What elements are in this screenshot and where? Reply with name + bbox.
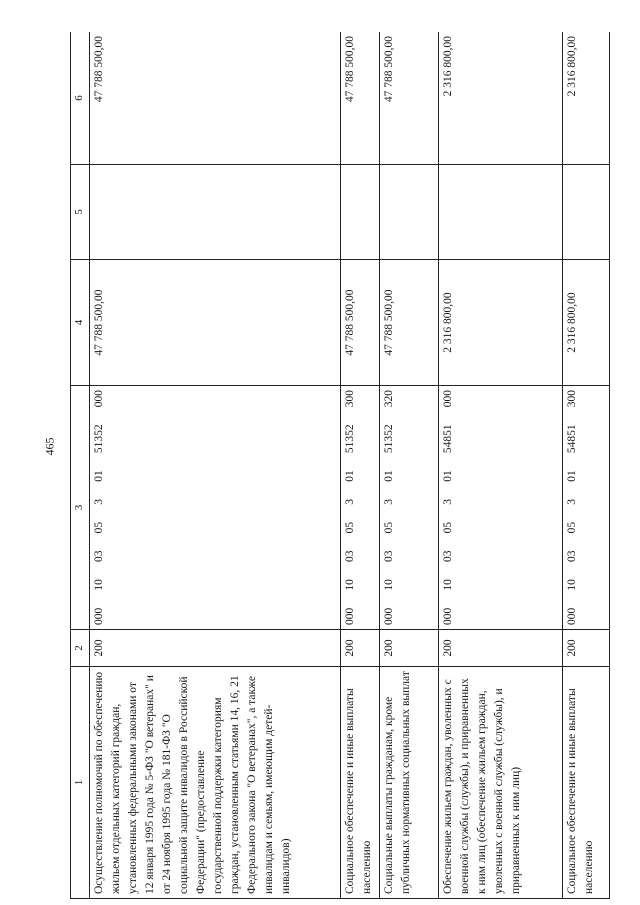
code-part: 03 xyxy=(343,550,356,562)
table-row xyxy=(438,32,562,899)
code-part: 03 xyxy=(441,550,454,562)
code-part: 3 xyxy=(565,498,578,505)
row-amount-col5 xyxy=(340,165,380,260)
table-header-row xyxy=(71,32,90,899)
header-col-6: 6 xyxy=(71,32,90,165)
row-name: Осуществление полномочий по обеспечению жильем отдельных категорий граждан, установленных федеральными законами от 12 января 1995 года № 5-ФЗ "О ветеранах" и от 24 ноября 1995 года № 181-ФЗ "О социальной защите инвалидов в Российской Федерации" (предоставление государственной поддержки категориям граждан, установленным статьями 14, 16, 21 Федерального закона "О ветеранах", а также инвалидам и семьям, имеющим детей-инвалидов) xyxy=(90,667,340,899)
row-amount-col6: 47 788 500,00 xyxy=(380,32,439,165)
code-part: 54851 xyxy=(565,424,578,454)
code-part: 01 xyxy=(441,470,454,482)
row-amount-col4: 47 788 500,00 xyxy=(90,260,340,386)
rotated-table-frame xyxy=(70,32,610,899)
code-part: 51352 xyxy=(343,424,356,454)
code-part: 10 xyxy=(343,579,356,591)
code-part: 3 xyxy=(383,498,396,505)
code-part: 000 xyxy=(383,607,396,625)
header-col-1: 1 xyxy=(71,667,90,899)
code-part: 000 xyxy=(441,390,454,408)
budget-table xyxy=(70,32,610,899)
row-amount-col6: 47 788 500,00 xyxy=(90,32,340,165)
code-part: 05 xyxy=(383,521,396,534)
row-amount-col6: 2 316 800,00 xyxy=(438,32,562,165)
row-amount-col6: 2 316 800,00 xyxy=(562,32,609,165)
row-amount-col5 xyxy=(90,165,340,260)
code-part: 05 xyxy=(343,521,356,534)
row-amount-col5 xyxy=(438,165,562,260)
code-part: 000 xyxy=(565,607,578,625)
row-admin-code: 200 xyxy=(340,630,380,667)
code-part: 51352 xyxy=(93,424,106,454)
row-amount-col5 xyxy=(380,165,439,260)
row-classification-code xyxy=(90,386,340,630)
code-part: 3 xyxy=(441,498,454,505)
code-part: 05 xyxy=(441,521,454,534)
table-row xyxy=(380,32,439,899)
header-col-2: 2 xyxy=(71,630,90,667)
row-classification-code xyxy=(562,386,609,630)
code-part: 51352 xyxy=(383,424,396,454)
code-part: 01 xyxy=(565,470,578,482)
code-part: 54851 xyxy=(441,424,454,454)
code-part: 000 xyxy=(93,607,106,625)
code-part: 3 xyxy=(93,498,106,505)
table-row xyxy=(340,32,380,899)
table-row xyxy=(90,32,340,899)
row-amount-col4: 2 316 800,00 xyxy=(562,260,609,386)
code-part: 3 xyxy=(343,498,356,505)
code-part: 01 xyxy=(383,470,396,482)
row-amount-col5 xyxy=(562,165,609,260)
row-name: Социальное обеспечение и иные выплаты населению xyxy=(562,667,609,899)
code-part: 000 xyxy=(93,390,106,408)
code-part: 320 xyxy=(383,390,396,408)
code-part: 01 xyxy=(343,470,356,482)
row-classification-code xyxy=(340,386,380,630)
header-col-4: 4 xyxy=(71,260,90,386)
code-part: 000 xyxy=(441,607,454,625)
code-part: 000 xyxy=(343,607,356,625)
row-admin-code: 200 xyxy=(438,630,562,667)
row-amount-col4: 47 788 500,00 xyxy=(380,260,439,386)
code-part: 03 xyxy=(383,550,396,562)
code-part: 10 xyxy=(565,579,578,591)
row-classification-code xyxy=(380,386,439,630)
header-col-3: 3 xyxy=(71,386,90,630)
code-part: 05 xyxy=(93,521,106,534)
code-part: 01 xyxy=(93,470,106,482)
row-admin-code: 200 xyxy=(380,630,439,667)
row-classification-code xyxy=(438,386,562,630)
code-part: 300 xyxy=(343,390,356,408)
table-row xyxy=(562,32,609,899)
code-part: 10 xyxy=(93,579,106,591)
page-number: 465 xyxy=(42,437,57,456)
code-part: 10 xyxy=(383,579,396,591)
code-part: 05 xyxy=(565,521,578,534)
row-name: Обеспечение жильем граждан, уволенных с военной службы (службы), и приравненных к ним лиц (обеспечение жильем граждан, уволенных с военной службы (службы), и приравненных к ним лиц) xyxy=(438,667,562,899)
header-col-5: 5 xyxy=(71,165,90,260)
row-admin-code: 200 xyxy=(90,630,340,667)
row-admin-code: 200 xyxy=(562,630,609,667)
row-name: Социальные выплаты гражданам, кроме публичных нормативных социальных выплат xyxy=(380,667,439,899)
row-amount-col6: 47 788 500,00 xyxy=(340,32,380,165)
row-amount-col4: 2 316 800,00 xyxy=(438,260,562,386)
code-part: 03 xyxy=(93,550,106,562)
code-part: 03 xyxy=(565,550,578,562)
code-part: 300 xyxy=(565,390,578,408)
row-name: Социальное обеспечение и иные выплаты населению xyxy=(340,667,380,899)
row-amount-col4: 47 788 500,00 xyxy=(340,260,380,386)
code-part: 10 xyxy=(441,579,454,591)
